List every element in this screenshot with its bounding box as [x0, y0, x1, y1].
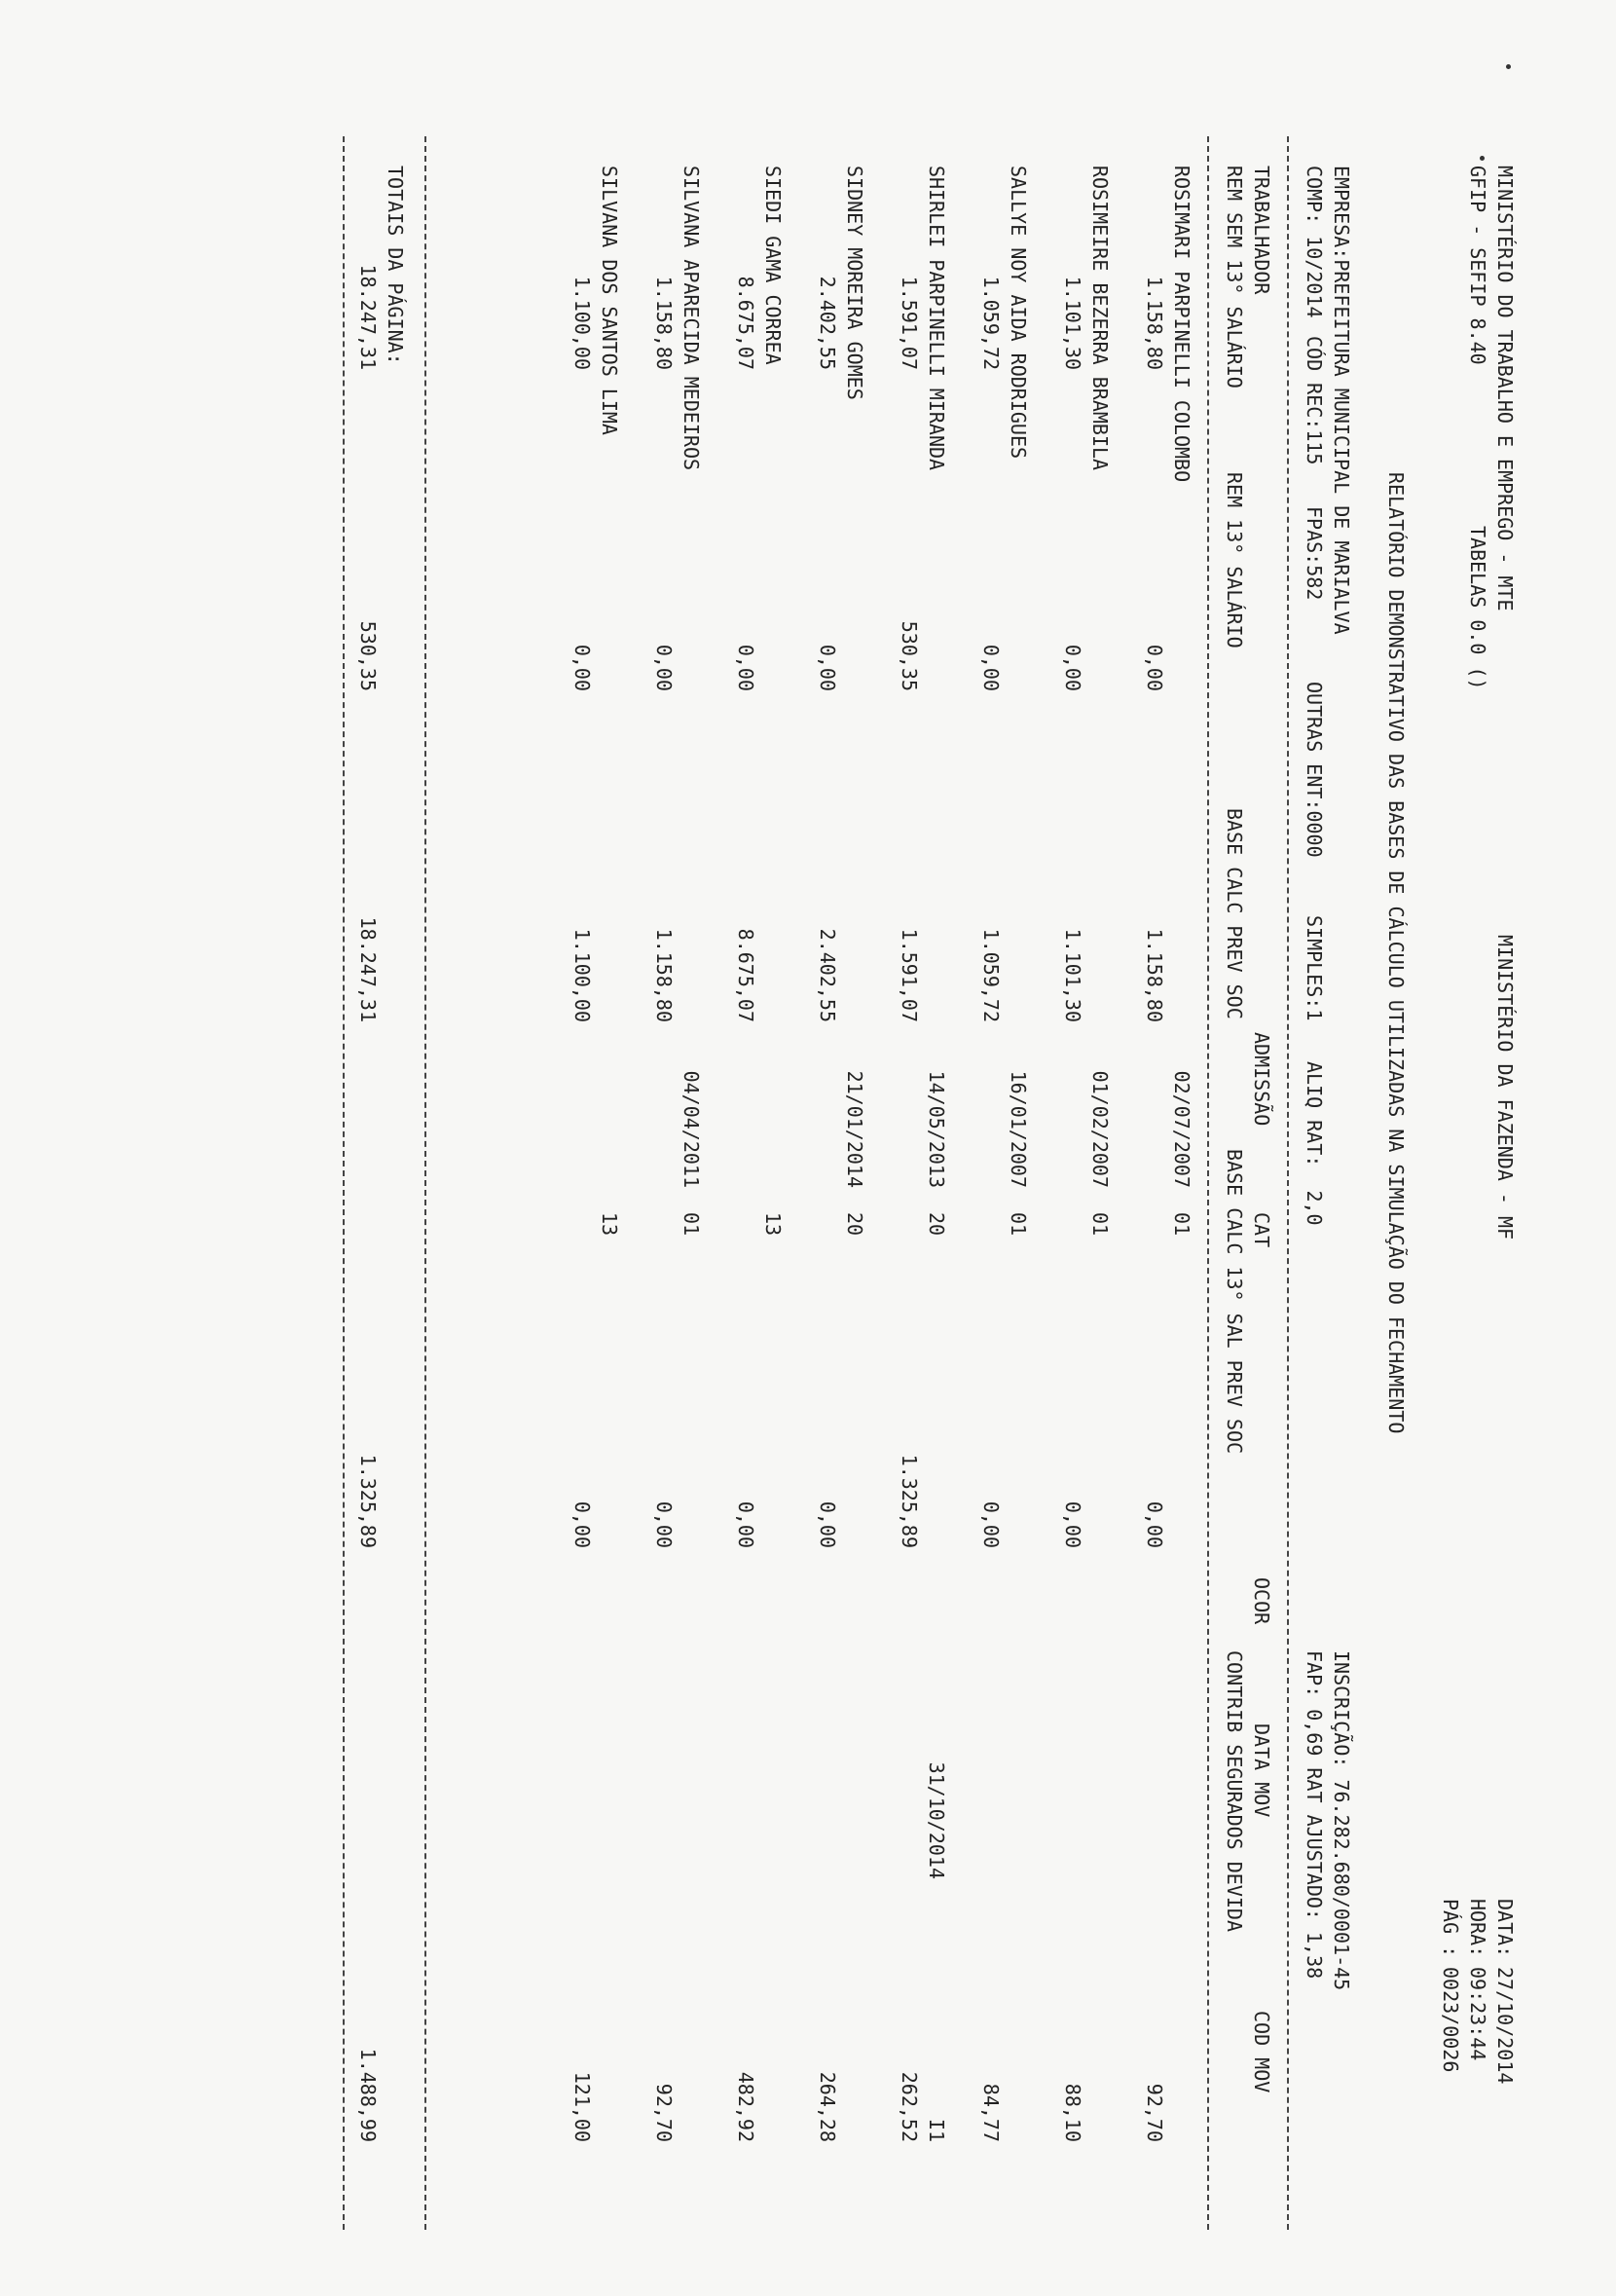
- worker-base-13: 0,00: [734, 1500, 757, 1548]
- worker-contrib: 262,52: [898, 2071, 921, 2142]
- competence: COMP: 10/2014: [1303, 166, 1326, 318]
- worker-base-13: 1.325,89: [898, 1454, 921, 1548]
- worker-rem-sem-13: 1.591,07: [898, 276, 921, 370]
- col-rem-13: REM 13° SALÁRIO: [1223, 472, 1246, 648]
- worker-name: SALLYE NOY AIDA RODRIGUES: [1007, 166, 1030, 460]
- collection-code: CÓD REC:115: [1303, 336, 1326, 465]
- ministry-labor: MINISTÉRIO DO TRABALHO E EMPREGO - MTE: [1493, 166, 1517, 611]
- worker-contrib: 84,77: [979, 2083, 1003, 2142]
- worker-base-13: 0,00: [1061, 1500, 1084, 1548]
- date-value: 27/10/2014: [1493, 1967, 1517, 2085]
- header-line-2: [1464, 136, 1491, 2230]
- hour-value: 09:23:44: [1466, 1967, 1489, 2061]
- worker-category: 20: [843, 1212, 866, 1237]
- worker-movement-code: I1: [925, 2118, 948, 2142]
- worker-line-2: [896, 136, 923, 2230]
- worker-base-prev: 1.059,72: [979, 928, 1003, 1022]
- worker-name: SIDNEY MOREIRA GOMES: [843, 166, 866, 400]
- col-ocor: OCOR: [1250, 1577, 1273, 1625]
- company-name: EMPRESA:PREFEITURA MUNICIPAL DE MARIALVA: [1330, 166, 1353, 635]
- worker-contrib: 482,92: [734, 2071, 757, 2142]
- worker-line-1: [1168, 136, 1195, 2230]
- worker-base-prev: 1.100,00: [570, 928, 594, 1022]
- divider: [343, 136, 345, 2230]
- worker-rem-sem-13: 1.059,72: [979, 276, 1003, 370]
- column-header-row-2: [1221, 136, 1248, 2230]
- page-number: 0023/0026: [1439, 1967, 1462, 2073]
- worker-category: 01: [1007, 1212, 1030, 1237]
- report-rotated: [321, 136, 1519, 2230]
- worker-line-2: [732, 136, 759, 2230]
- gfip-version: GFIP - SEFIP 8.40: [1466, 166, 1489, 365]
- worker-name: SIEDI GAMA CORREA: [761, 166, 785, 365]
- worker-rem-13: 0,00: [734, 644, 757, 691]
- worker-line-1: [678, 136, 705, 2230]
- scan-speck: [1506, 64, 1511, 69]
- worker-rem-13: 0,00: [652, 644, 676, 691]
- hour-label: HORA:: [1466, 1899, 1489, 1958]
- date-label: DATA:: [1493, 1899, 1517, 1958]
- worker-rem-13: 0,00: [816, 644, 839, 691]
- worker-base-prev: 1.158,80: [652, 928, 676, 1022]
- worker-contrib: 121,00: [570, 2071, 594, 2142]
- totals-label: TOTAIS DA PÁGINA:: [384, 166, 407, 365]
- worker-line-1: [1086, 136, 1114, 2230]
- column-header-row-1: [1248, 136, 1275, 2230]
- simples-flag: SIMPLES:1: [1303, 915, 1326, 1021]
- totals-values-line: [354, 136, 382, 2230]
- worker-line-1: [596, 136, 623, 2230]
- worker-line-2: [1059, 136, 1086, 2230]
- total-contrib: 1.488,99: [356, 2048, 380, 2142]
- worker-rem-sem-13: 1.158,80: [652, 276, 676, 370]
- total-base-prev: 18.247,31: [356, 916, 380, 1022]
- worker-name: SILVANA DOS SANTOS LIMA: [598, 166, 621, 435]
- worker-movement-date: 31/10/2014: [925, 1761, 948, 1879]
- divider: [1287, 136, 1289, 2230]
- worker-line-1: [759, 136, 787, 2230]
- worker-admission: 16/01/2007: [1007, 1070, 1030, 1188]
- worker-line-2: [977, 136, 1005, 2230]
- worker-line-1: [1005, 136, 1032, 2230]
- col-trabalhador: TRABALHADOR: [1250, 166, 1273, 295]
- worker-base-13: 0,00: [1143, 1500, 1166, 1548]
- worker-base-prev: 1.591,07: [898, 928, 921, 1022]
- worker-base-prev: 8.675,07: [734, 928, 757, 1022]
- worker-rem-sem-13: 1.158,80: [1143, 276, 1166, 370]
- rat-rate: ALIQ RAT: 2,0: [1303, 1061, 1326, 1226]
- worker-base-13: 0,00: [816, 1500, 839, 1548]
- divider: [424, 136, 426, 2230]
- worker-admission: 01/02/2007: [1088, 1070, 1112, 1188]
- worker-base-prev: 1.101,30: [1061, 928, 1084, 1022]
- header-line-1: [1491, 136, 1519, 2230]
- worker-line-2: [650, 136, 678, 2230]
- worker-category: 01: [1088, 1212, 1112, 1237]
- worker-base-prev: 2.402,55: [816, 928, 839, 1022]
- other-entities: OUTRAS ENT:0000: [1303, 682, 1326, 858]
- totals-label-line: [382, 136, 409, 2230]
- col-base-calc-prev: BASE CALC PREV SOC: [1223, 808, 1246, 1019]
- worker-base-13: 0,00: [979, 1500, 1003, 1548]
- worker-rem-13: 0,00: [570, 644, 594, 691]
- worker-rem-13: 0,00: [1061, 644, 1084, 691]
- col-rem-sem-13: REM SEM 13° SALÁRIO: [1223, 166, 1246, 389]
- company-registration: INSCRIÇÃO: 76.282.680/0001-45: [1330, 1650, 1353, 1991]
- worker-line-2: [1141, 136, 1168, 2230]
- worker-rem-13: 0,00: [979, 644, 1003, 691]
- worker-contrib: 264,28: [816, 2071, 839, 2142]
- worker-contrib: 88,10: [1061, 2083, 1084, 2142]
- worker-contrib: 92,70: [652, 2083, 676, 2142]
- worker-base-13: 0,00: [652, 1500, 676, 1548]
- worker-base-prev: 1.158,80: [1143, 928, 1166, 1022]
- worker-rem-13: 0,00: [1143, 644, 1166, 691]
- worker-name: ROSIMARI PARPINELLI COLOMBO: [1170, 166, 1194, 483]
- col-cat: CAT: [1250, 1212, 1273, 1248]
- fpas-code: FPAS:582: [1303, 506, 1326, 601]
- fap-rat-adjusted: FAP: 0,69 RAT AJUSTADO: 1,38: [1303, 1650, 1326, 1980]
- worker-name: ROSIMEIRE BEZERRA BRAMBILA: [1088, 166, 1112, 471]
- report-title: RELATÓRIO DEMONSTRATIVO DAS BASES DE CÁLCULO UTILIZADAS NA SIMULAÇÃO DO FECHAMENTO: [1384, 472, 1408, 1434]
- worker-category: 01: [679, 1212, 703, 1237]
- worker-rem-13: 530,35: [898, 620, 921, 691]
- col-contrib: CONTRIB SEGURADOS DEVIDA: [1223, 1650, 1246, 1932]
- report-title-line: [1382, 136, 1410, 2230]
- worker-rem-sem-13: 2.402,55: [816, 276, 839, 370]
- worker-rem-sem-13: 1.101,30: [1061, 276, 1084, 370]
- worker-line-1: [923, 136, 950, 2230]
- header-line-3: [1437, 136, 1464, 2230]
- total-rem-sem-13: 18.247,31: [356, 264, 380, 370]
- worker-name: SILVANA APARECIDA MEDEIROS: [679, 166, 703, 471]
- worker-category: 13: [761, 1212, 785, 1237]
- worker-line-2: [569, 136, 596, 2230]
- worker-line-1: [841, 136, 868, 2230]
- ministry-finance: MINISTÉRIO DA FAZENDA - MF: [1493, 935, 1517, 1241]
- worker-rem-sem-13: 8.675,07: [734, 276, 757, 370]
- col-data-mov: DATA MOV: [1250, 1723, 1273, 1818]
- worker-admission: 21/01/2014: [843, 1070, 866, 1188]
- col-base-calc-13: BASE CALC 13° SAL PREV SOC: [1223, 1149, 1246, 1455]
- total-rem-13: 530,35: [356, 620, 380, 691]
- company-line-1: [1328, 136, 1355, 2230]
- tables-version: TABELAS 0.0 (): [1466, 526, 1489, 690]
- worker-category: 20: [925, 1212, 948, 1237]
- worker-admission: 02/07/2007: [1170, 1070, 1194, 1188]
- divider: [1207, 136, 1209, 2230]
- company-line-2: [1301, 136, 1328, 2230]
- worker-rem-sem-13: 1.100,00: [570, 276, 594, 370]
- worker-base-13: 0,00: [570, 1500, 594, 1548]
- col-admissao: ADMISSÃO: [1250, 1032, 1273, 1127]
- worker-name: SHIRLEI PARPINELLI MIRANDA: [925, 166, 948, 471]
- worker-admission: 04/04/2011: [679, 1070, 703, 1188]
- page-label: PÁG :: [1439, 1899, 1462, 1958]
- worker-contrib: 92,70: [1143, 2083, 1166, 2142]
- col-cod-mov: COD MOV: [1250, 2011, 1273, 2093]
- worker-category: 01: [1170, 1212, 1194, 1237]
- worker-admission: 14/05/2013: [925, 1070, 948, 1188]
- total-base-13: 1.325,89: [356, 1454, 380, 1548]
- worker-category: 13: [598, 1212, 621, 1237]
- worker-line-2: [814, 136, 841, 2230]
